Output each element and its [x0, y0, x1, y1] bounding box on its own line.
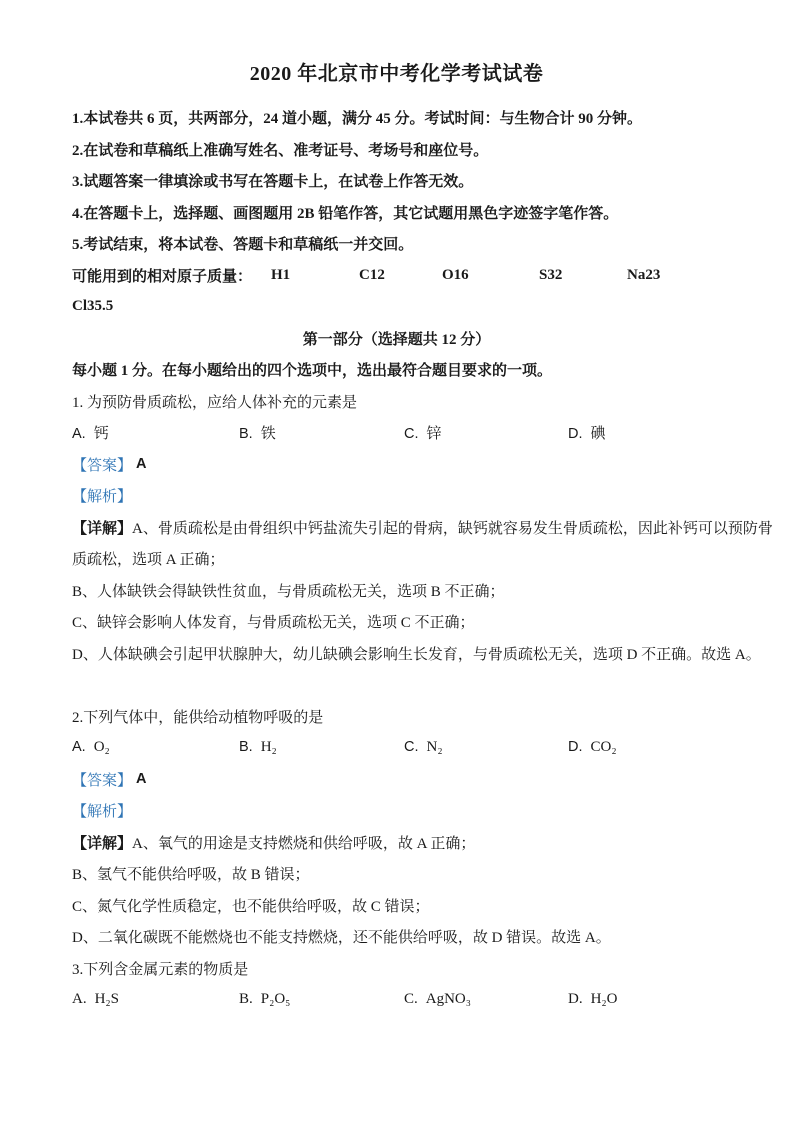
spacer-line	[72, 669, 763, 701]
option-item	[72, 422, 239, 443]
detail-text: A、氧气的用途是支持燃烧和供给呼吸，故 A 正确；	[132, 835, 476, 852]
option-item	[72, 739, 239, 756]
question-block-3	[72, 953, 763, 1016]
analysis-line	[72, 480, 763, 512]
option-text: CO₂	[590, 739, 617, 756]
section-heading: 第一部分（选择题共 12 分）	[302, 331, 491, 348]
detail-line	[72, 827, 763, 859]
option-label: D.	[568, 991, 583, 1008]
detail-line: B、人体缺铁会得缺铁性贫血，与骨质疏松无关，选项 B 不正确；	[72, 583, 505, 600]
notice-line: 2.在试卷和草稿纸上准确写姓名、准考证号、考场号和座位号。	[72, 142, 489, 159]
option-item	[239, 991, 404, 1008]
notice-line: 1.本试卷共 6 页，共两部分，24 道小题，满分 45 分。考试时间：与生物合计 90 分钟。	[72, 111, 643, 128]
detail-line: D、人体缺碘会引起甲状腺肿大，幼儿缺碘会影响生长发育，与骨质疏松无关，选项 D 不正确。故选 A。	[72, 646, 761, 663]
detail-line	[72, 512, 773, 544]
atomic-masses-line	[72, 260, 763, 292]
option-text: O₂	[93, 739, 110, 756]
option-label: B.	[239, 426, 253, 443]
atomic-mass-continuation: Cl35.5	[72, 298, 114, 315]
option-item	[239, 739, 404, 756]
option-text: H₂O	[590, 991, 618, 1008]
answer-label: 【答案】	[72, 457, 133, 474]
answer-line	[72, 449, 763, 481]
option-text: P₂O₅	[260, 991, 291, 1008]
analysis-label: 【解析】	[72, 489, 133, 506]
option-label: C.	[404, 991, 418, 1008]
question-stem: 3.下列含金属元素的物质是	[72, 961, 249, 978]
option-label: C.	[404, 426, 419, 443]
notice-line: 3.试题答案一律填涂或书写在答题卡上，在试卷上作答无效。	[72, 174, 474, 191]
option-text: AgNO₃	[425, 991, 471, 1008]
option-item	[568, 991, 763, 1008]
option-text: H₂	[260, 739, 277, 756]
option-label: A.	[72, 991, 87, 1008]
options-row	[72, 417, 763, 449]
detail-label: 【详解】	[72, 520, 133, 537]
options-row	[72, 984, 763, 1016]
atomic-mass-value: H1	[271, 266, 291, 283]
answer-line	[72, 764, 763, 796]
option-item	[404, 991, 568, 1008]
atomic-masses-label: 可能用到的相对原子质量：	[72, 268, 253, 285]
detail-line: B、氢气不能供给呼吸，故 B 错误；	[72, 867, 310, 884]
option-text: 钙	[93, 426, 109, 443]
option-label: A.	[72, 426, 86, 443]
detail-line: D、二氧化碳既不能燃烧也不能支持燃烧，还不能供给呼吸，故 D 错误。故选 A。	[72, 930, 611, 947]
option-text: H₂S	[94, 991, 119, 1008]
option-text: 锌	[426, 426, 442, 443]
option-label: A.	[72, 739, 86, 756]
option-item	[568, 739, 763, 756]
atomic-mass-value: S32	[539, 266, 563, 283]
analysis-label: 【解析】	[72, 804, 133, 821]
answer-value: A	[136, 771, 147, 788]
option-label: B.	[239, 739, 253, 756]
option-item	[568, 422, 763, 443]
option-text: N₂	[426, 739, 443, 756]
notice-line: 5.考试结束，将本试卷、答题卡和草稿纸一并交回。	[72, 237, 414, 254]
options-row	[72, 732, 763, 764]
answer-value: A	[136, 456, 147, 473]
detail-line: C、氮气化学性质稳定，也不能供给呼吸，故 C 错误；	[72, 898, 430, 915]
option-text: 铁	[260, 426, 276, 443]
answer-label: 【答案】	[72, 772, 133, 789]
analysis-line	[72, 795, 763, 827]
detail-line: 质疏松，选项 A 正确；	[72, 552, 225, 569]
atomic-mass-value: Na23	[627, 266, 661, 283]
atomic-mass-value: O16	[442, 266, 469, 283]
option-label: D.	[568, 739, 583, 756]
atomic-mass-value: C12	[359, 266, 385, 283]
detail-line: C、缺锌会影响人体发育，与骨质疏松无关，选项 C 不正确；	[72, 615, 475, 632]
notice-line: 4.在答题卡上，选择题、画图题用 2B 铅笔作答，其它试题用黑色字迹签字笔作答。	[72, 205, 619, 222]
option-label: B.	[239, 991, 253, 1008]
section-instruction: 每小题 1 分。在每小题给出的四个选项中，选出最符合题目要求的一项。	[72, 363, 553, 380]
detail-text: A、骨质疏松是由骨组织中钙盐流失引起的骨病，缺钙就容易发生骨质疏松，因此补钙可以预防骨	[132, 520, 773, 537]
question-block-2	[72, 701, 763, 953]
page-title: 2020 年北京市中考化学考试试卷	[249, 63, 544, 85]
option-label: D.	[568, 426, 583, 443]
option-item	[239, 422, 404, 443]
option-item	[72, 991, 239, 1008]
option-text: 碘	[590, 426, 606, 443]
detail-label: 【详解】	[72, 835, 133, 852]
question-block-1	[72, 386, 773, 670]
option-item	[404, 422, 568, 443]
option-label: C.	[404, 739, 419, 756]
question-stem: 2.下列气体中，能供给动植物呼吸的是	[72, 709, 324, 726]
option-item	[404, 739, 568, 756]
question-stem: 1. 为预防骨质疏松，应给人体补充的元素是	[72, 394, 358, 411]
